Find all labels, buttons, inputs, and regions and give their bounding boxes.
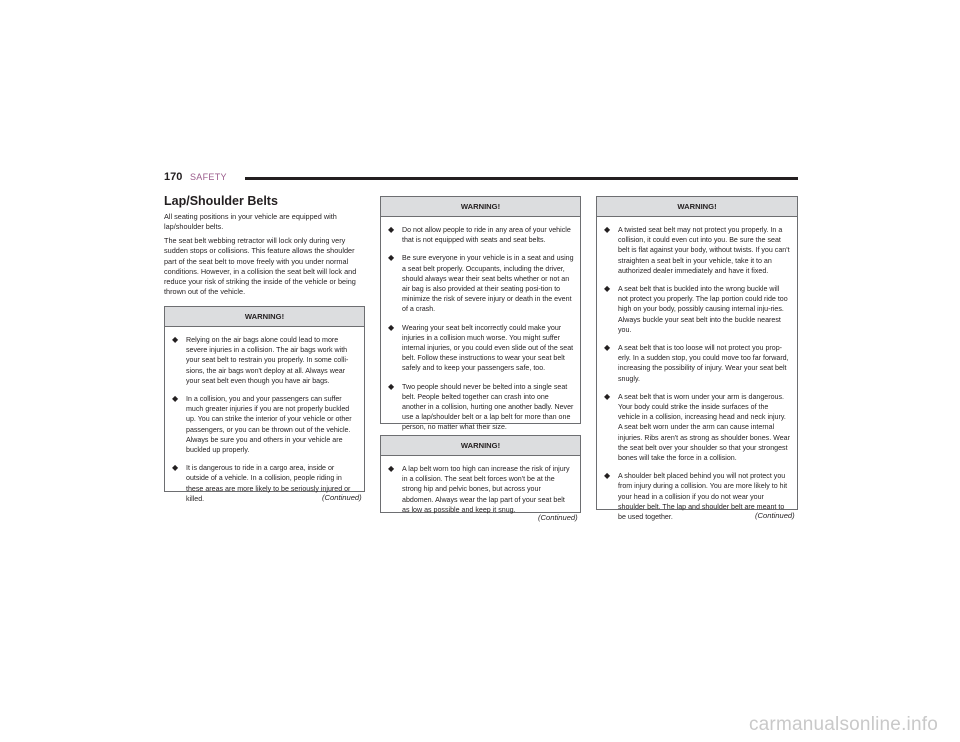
warning-title: WARNING!: [381, 436, 580, 456]
diamond-bullet-icon: ◆: [604, 471, 611, 481]
warning-title: WARNING!: [597, 197, 797, 217]
warning-item: ◆ A twisted seat belt may not protect you properly. In a collision, it could even cut into you. Be sure the seat belt is flat against your body, without twists. If you can't straighten a seat belt in your vehicle, take it to an authorized dealer immediately and have it fixed.: [604, 225, 790, 275]
retractor-paragraph: The seat belt webbing retractor will lock only during very sudden stops or collisions. This feature allows the shoulder part of the seat belt to move freely with you under normal conditions. However, in a collision the seat belt will lock and reduce your risk of striking the inside of the vehicle or being thrown out of the vehicle.: [164, 236, 357, 297]
warning-list: [165, 327, 364, 510]
diamond-bullet-icon: ◆: [604, 343, 611, 353]
diamond-bullet-icon: ◆: [604, 391, 611, 401]
diamond-bullet-icon: ◆: [604, 225, 611, 234]
watermark: carmanualsonline.info: [748, 714, 938, 735]
diamond-bullet-icon: ◆: [172, 335, 179, 344]
warning-item: ◆ Relying on the air bags alone could lead to more severe injuries in a collision. The air bags work with your seat belt to restrain you properly. In some colli-sions, the air bags won't deploy at all. Always wear your seat belt even though you have air bags.: [172, 335, 349, 385]
warning-item: ◆ A seat belt that is worn under your arm is dangerous. Your body could strike the inside surfaces of the vehicle in a collision, increasing head and neck injury. A seat belt worn under the arm can cause internal injuries. Ribs aren't as strong as shoulder bones. Wear the seat belt over your shoulder so that your strongest bones will take the force in a collision.: [604, 391, 790, 463]
warning-item: ◆ Be sure everyone in your vehicle is in a seat and using a seat belt properly. Occupants, including the driver, should always wear their seat belts whether or not an air bag is also provided at their seating posi-tion to minimize the risk of severe injury or death in the event of a crash.: [388, 253, 574, 314]
header-rule: [245, 177, 798, 180]
diamond-bullet-icon: ◆: [388, 253, 395, 263]
continued-label-3: (Continued): [755, 511, 795, 520]
page-number: 170: [164, 171, 183, 183]
diamond-bullet-icon: ◆: [172, 463, 179, 473]
warning-list: [597, 217, 797, 528]
continued-label-1: (Continued): [322, 493, 362, 502]
diamond-bullet-icon: ◆: [388, 225, 395, 234]
warning-list: [381, 217, 580, 439]
warning-box-2: [380, 196, 581, 432]
warning-item: ◆ Wearing your seat belt incorrectly could make your injuries in a collision much worse. You might suffer internal injuries, or you could even slide out of the seat belt. Follow these instructions to wear your seat belt safely and to keep your passengers safe, too.: [388, 322, 574, 373]
warning-item: ◆ A shoulder belt placed behind you will not protect you from injury during a collision. You are more likely to hit your head in a collision if you do not wear your shoulder belt. The lap and shoulder belt are meant to be used together.: [604, 471, 788, 522]
warning-item: ◆ In a collision, you and your passengers can suffer much greater injuries if you are not properly buckled up. You can strike the interior of your vehicle or other passengers, or you can be thrown out of the vehicle. Always be sure you and others in your vehicle are buckled up properly.: [172, 394, 352, 455]
warning-item: ◆ Do not allow people to ride in any area of your vehicle that is not equipped with seats and seat belts.: [388, 225, 571, 245]
continued-label-2: (Continued): [538, 513, 578, 522]
warning-title: WARNING!: [381, 197, 580, 217]
page-header: [164, 171, 798, 185]
diamond-bullet-icon: ◆: [172, 394, 179, 404]
diamond-bullet-icon: ◆: [388, 322, 395, 332]
warning-list: [381, 456, 580, 521]
warning-title: WARNING!: [165, 307, 364, 327]
warning-item: ◆ It is dangerous to ride in a cargo area, inside or outside of a vehicle. In a collision, people riding in these areas are more likely to be seriously injured or killed.: [172, 463, 351, 503]
section-heading: Lap/Shoulder Belts: [164, 194, 278, 208]
intro-paragraph: All seating positions in your vehicle are equipped with lap/shoulder belts.: [164, 212, 337, 232]
warning-item: ◆ A seat belt that is buckled into the wrong buckle will not protect you properly. The lap portion could ride too high on your body, possibly causing internal inju-ries. Always buckle your seat belt into the buckle nearest you.: [604, 284, 788, 334]
diamond-bullet-icon: ◆: [604, 284, 611, 294]
warning-item: ◆ A seat belt that is too loose will not protect you prop-erly. In a sudden stop, you could move too far forward, increasing the possibility of injury. Wear your seat belt snugly.: [604, 343, 789, 383]
warning-item: ◆ A lap belt worn too high can increase the risk of injury in a collision. The seat belt forces won't be at the strong hip and pelvic bones, but across your abdomen. Always wear the lap part of your seat belt as low as possible and keep it snug.: [388, 464, 570, 514]
diamond-bullet-icon: ◆: [388, 381, 395, 391]
warning-item: ◆ Two people should never be belted into a single seat belt. People belted together can crash into one another in a collision, hurting one another badly. Never use a lap/shoulder belt or a lap belt for more than one person, no matter what their size.: [388, 381, 574, 432]
section-title: SAFETY: [190, 172, 227, 182]
warning-box-3: [380, 435, 581, 513]
diamond-bullet-icon: ◆: [388, 464, 395, 473]
